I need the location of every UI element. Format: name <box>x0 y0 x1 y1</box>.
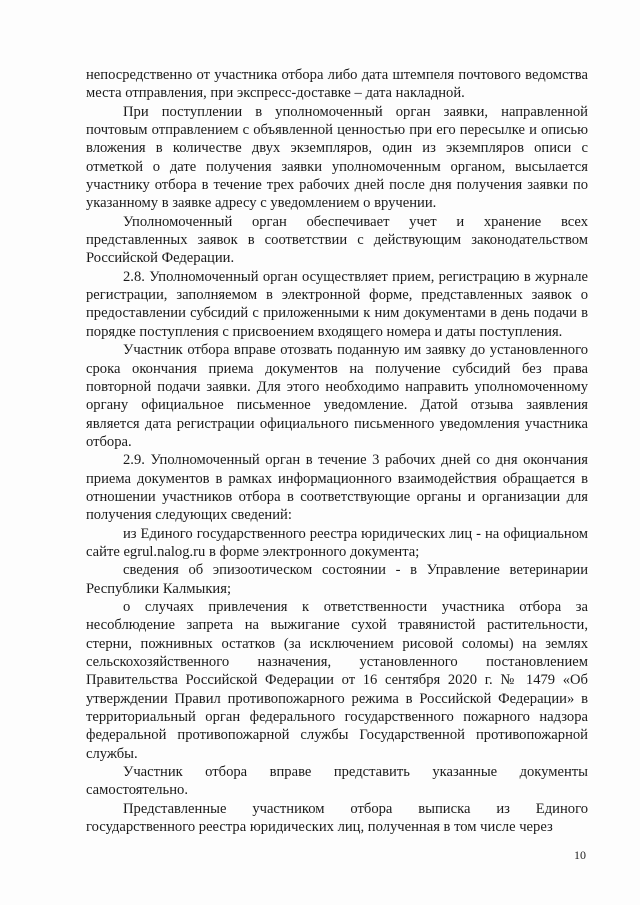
paragraph: о случаях привлечения к ответственности участника отбора за несоблюдение запрета на выжигание сухой травянистой растительности, стерни, пожнивных остатков (за исключением рисовой соломы) на землях сельскохозяйственного назначения, установленного постановлением Правительства Российской Федерации от 16 сентября 2020 г. № 1479 «Об утверждении Правил противопожарного режима в Российской Федерации» в территориальный орган федерального государственного пожарного надзора федеральной противопожарной службы Государственной противопожарной службы. <box>86 598 588 762</box>
paragraph: непосредственно от участника отбора либо дата штемпеля почтового ведомства места отправления, при экспресс-доставке – дата накладной. <box>86 67 588 102</box>
paragraph: Участник отбора вправе отозвать поданную им заявку до установленного срока окончания приема документов на получение субсидий без права повторной подачи заявки. Для этого необходимо направить уполномоченному органу официальное письменное уведомление. Датой отзыва заявления является дата регистрации официального письменного уведомления участника отбора. <box>86 342 588 450</box>
paragraph: сведения об эпизоотическом состоянии - в Управление ветеринарии Республики Калмыкия; <box>86 562 588 597</box>
paragraph: 2.9. Уполномоченный орган в течение 3 рабочих дней со дня окончания приема документов в рамках информационного взаимодействия обращается в отношении участников отбора в соответствующие органы и организации для получения следующих сведений: <box>86 452 588 524</box>
paragraph: 2.8. Уполномоченный орган осуществляет прием, регистрацию в журнале регистрации, заполняемом в электронной форме, представленных заявок о предоставлении субсидий с приложенными к ним документами в день подачи в порядке поступления с присвоением входящего номера и даты поступления. <box>86 268 588 340</box>
paragraph: Представленные участником отбора выписка из Единого государственного реестра юридических лиц, полученная в том числе через <box>86 800 588 836</box>
page-number: 10 <box>574 848 586 862</box>
paragraph: из Единого государственного реестра юридических лиц - на официальном сайте egrul.nalog.ru в форме электронного документа; <box>86 525 588 560</box>
paragraph: При поступлении в уполномоченный орган заявки, направленной почтовым отправлением с объявленной ценностью при его пересылке и описью вложения в количестве двух экземпляров, один из экземпляров описи с отметкой о дате получения заявки уполномоченным органом, высылается участнику отбора в течение трех рабочих дней после дня получения заявки по указанному в заявке адресу с уведомлением о вручении. <box>86 103 588 212</box>
paragraph: Уполномоченный орган обеспечивает учет и хранение всех представленных заявок в соответствии с действующим законодательством Российской Федерации. <box>86 213 588 267</box>
body-text <box>86 66 588 836</box>
paragraph: Участник отбора вправе представить указанные документы самостоятельно. <box>86 764 588 799</box>
